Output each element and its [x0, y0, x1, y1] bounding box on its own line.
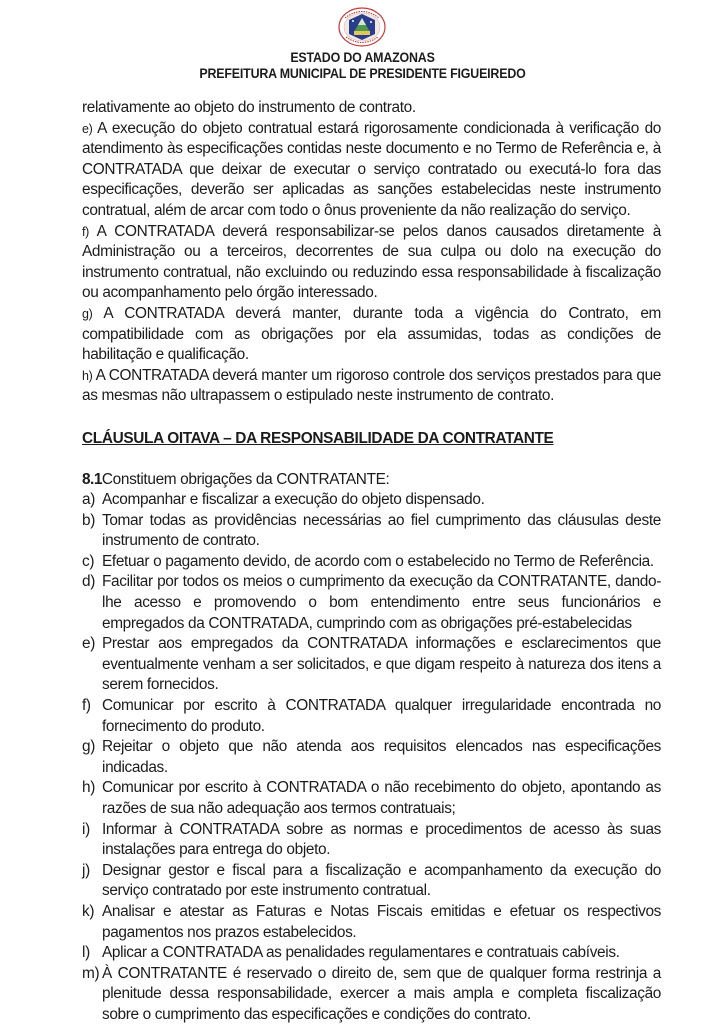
item-marker: g)	[82, 306, 93, 321]
list-item	[82, 943, 661, 964]
item-marker: d)	[82, 573, 95, 591]
item-marker: f)	[82, 697, 91, 715]
item-text: Comunicar por escrito à CONTRATADA qualquer irregularidade encontrada no fornecimento do produto.	[102, 697, 661, 735]
list-item	[82, 861, 661, 902]
list-item	[82, 634, 661, 696]
prev-item-g	[82, 304, 661, 366]
item-text: A CONTRATADA deverá responsabilizar-se pelos danos causados diretamente à Administração ou a terceiros, decorrentes de sua culpa ou dolo na execução do instrumento contratual, não excluindo ou reduzindo essa responsabilidade à fiscalização ou acompanhamento pelo órgão interessado.	[82, 222, 661, 302]
item-marker: e)	[82, 635, 95, 653]
item-text: Rejeitar o objeto que não atenda aos requisitos elencados nas especificações indicadas.	[102, 738, 661, 776]
item-marker: g)	[82, 738, 95, 756]
item-marker: b)	[82, 511, 95, 529]
section-heading: CLÁUSULA OITAVA – DA RESPONSABILIDADE DA CONTRATANTE	[82, 429, 554, 447]
intro-line: relativamente ao objeto do instrumento de contrato.	[82, 99, 416, 116]
item-text: Analisar e atestar as Faturas e Notas Fiscais emitidas e efetuar os respectivos pagamentos nos prazos estabelecidos.	[102, 902, 661, 941]
item-marker: j)	[82, 861, 90, 879]
item-text: Informar à CONTRATADA sobre as normas e procedimentos de acesso às suas instalações para entrega do objeto.	[102, 820, 661, 859]
prev-item-f	[82, 222, 661, 304]
item-marker: k)	[82, 902, 95, 920]
list-item	[82, 572, 661, 634]
item-text: À CONTRATANTE é reservado o direito de, sem que de qualquer forma restrinja a plenitude dessa responsabilidade, exercer a mais ampla e completa fiscalização sobre o cumprimento das especificações e condições do contrato.	[102, 964, 661, 1023]
item-text: Efetuar o pagamento devido, de acordo com o estabelecido no Termo de Referência.	[102, 552, 654, 570]
item-marker: h)	[82, 368, 93, 383]
item-text: Facilitar por todos os meios o cumprimento da execução da CONTRATANTE, dando-lhe acesso e promovendo o bom entendimento entre seus funcionários e empregados da CONTRATADA, cumprindo com as obrigações pré-estabelecidas	[102, 573, 661, 632]
item-text: Aplicar a CONTRATADA as penalidades regulamentares e contratuais cabíveis.	[102, 944, 620, 962]
item-text: A CONTRATADA deverá manter, durante toda a vigência do Contrato, em compatibilidade com as obrigações por ela assumidas, todas as condições de habilitação e qualificação.	[82, 304, 662, 364]
list-item	[82, 820, 661, 861]
previous-clause-items	[82, 119, 661, 407]
item-text: Acompanhar e fiscalizar a execução do objeto dispensado.	[102, 491, 485, 509]
item-text: Comunicar por escrito à CONTRATADA o não recebimento do objeto, apontando as razões de sua não adequação aos termos contratuais;	[102, 779, 661, 817]
obligations-list	[82, 490, 661, 1025]
header-municipality: PREFEITURA MUNICIPAL DE PRESIDENTE FIGUEIREDO	[199, 66, 526, 81]
clause-text: Constituem obrigações da CONTRATANTE:	[101, 470, 390, 488]
header-state: ESTADO DO AMAZONAS	[290, 50, 435, 65]
item-text: A CONTRATADA deverá manter um rigoroso controle dos serviços prestados para que as mesmas não ultrapassem o estipulado neste instrumento de contrato.	[82, 366, 661, 405]
item-marker: m)	[82, 964, 100, 982]
list-item	[82, 964, 661, 1026]
municipal-seal-logo	[337, 6, 387, 48]
clause-intro	[82, 470, 661, 491]
list-item	[82, 696, 661, 737]
list-item	[82, 490, 661, 511]
clause-number: 8.1	[82, 470, 102, 488]
item-marker: c)	[82, 552, 95, 570]
prev-item-h	[82, 366, 661, 407]
list-item	[82, 902, 661, 943]
list-item	[82, 511, 661, 552]
item-marker: h)	[82, 779, 95, 797]
list-item	[82, 552, 661, 573]
item-text: A execução do objeto contratual estará rigorosamente condicionada à verificação do atendimento às especificações contidas neste documento e no Termo de Referência e, à CONTRATADA que deixar de executar o serviço contratado ou executá-lo fora das especificações, deverão ser aplicadas as sanções estabelecidas neste instrumento contratual, além de arcar com todo o ônus proveniente da não realização do serviço.	[82, 119, 661, 219]
item-marker: e)	[82, 121, 93, 136]
item-marker: i)	[82, 820, 90, 838]
item-text: Prestar aos empregados da CONTRATADA informações e esclarecimentos que eventualmente venham a ser solicitados, e que digam respeito à natureza dos itens a serem fornecidos.	[102, 635, 661, 694]
item-marker: l)	[82, 944, 90, 962]
list-item	[82, 778, 661, 819]
item-marker: a)	[82, 491, 95, 509]
item-text: Tomar todas as providências necessárias ao fiel cumprimento das cláusulas deste instrumento de contrato.	[102, 511, 661, 550]
list-item	[82, 737, 661, 778]
document-body	[82, 98, 661, 1026]
item-text: Designar gestor e fiscal para a fiscalização e acompanhamento da execução do serviço contratado por este instrumento contratual.	[102, 861, 661, 900]
prev-item-e	[82, 119, 661, 222]
item-marker: f)	[82, 224, 89, 239]
